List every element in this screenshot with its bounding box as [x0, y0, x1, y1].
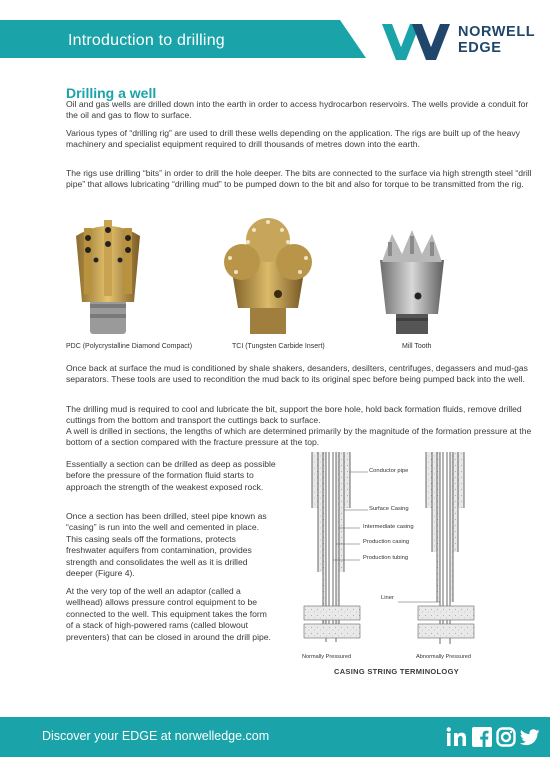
- mill-tooth-caption: Mill Tooth: [402, 343, 432, 350]
- label-conductor-pipe: Conductor pipe: [369, 468, 409, 474]
- paragraph-sections: A well is drilled in sections, the lengths of which are determined primarily by the magnitude of the formation pressure at the bottom of a section compared with the fracture pressure at the top.: [66, 426, 532, 448]
- paragraph-bits: The rigs use drilling “bits” in order to drill the hole deeper. The bits are connected to the surface via high strength steel “drill pipe” that allows lubricating “drilling mud” to be pumped down to the bit and also for torque to be transmitted from the rig.: [66, 168, 532, 190]
- tci-bit-image: [218, 210, 318, 336]
- casing-diagram: [298, 452, 538, 682]
- label-intermediate-casing: Intermediate casing: [363, 524, 414, 530]
- linkedin-icon[interactable]: [446, 727, 468, 747]
- label-production-casing: Production casing: [363, 539, 410, 545]
- facebook-icon[interactable]: [472, 727, 492, 747]
- caption-abnormally-pressured: Abnormally Pressured: [416, 654, 472, 660]
- paragraph-rigs: Various types of “drilling rig” are used to drill these wells depending on the application. The rigs are built up of the heavy machinery and specialist equipment required to drill thousands of metres down into the earth.: [66, 128, 520, 150]
- paragraph-mud-purpose: The drilling mud is required to cool and lubricate the bit, support the bore hole, hold back formation fluids, remove drilled cuttings from the bottom and transport the cuttings back to surface.: [66, 404, 522, 426]
- tci-caption: TCI (Tungsten Carbide Insert): [232, 343, 325, 350]
- logo-text-edge: EDGE: [458, 40, 502, 56]
- twitter-icon[interactable]: [520, 727, 540, 747]
- section-heading: Drilling a well: [66, 85, 157, 101]
- pdc-caption: PDC (Polycrystalline Diamond Compact): [66, 343, 193, 350]
- mill-tooth-bit-image: [372, 224, 452, 336]
- footer-link[interactable]: Discover your EDGE at norwelledge.com: [42, 729, 270, 743]
- label-production-tubing: Production tubing: [363, 555, 409, 561]
- page-title: Introduction to drilling: [68, 32, 225, 49]
- paragraph-casing: Once a section has been drilled, steel pipe known as “casing” is run into the well and cemented in place. This casing seals off the formations, protects freshwater aquifers from contamination, provides strength and consolidates the well as it is drilled deeper (Figure 4).: [66, 511, 267, 579]
- caption-normally-pressured: Normally Pressured: [302, 654, 352, 660]
- label-surface-casing: Surface Casing: [369, 506, 409, 512]
- pdc-bit-image: [68, 214, 148, 336]
- paragraph-mud-conditioning: Once back at surface the mud is conditioned by shale shakers, desanders, desilters, centrifuges, degassers and mud-gas separators. These tools are used to recondition the mud back to its original spec before being pumped back into the well.: [66, 363, 528, 385]
- instagram-icon[interactable]: [496, 727, 516, 747]
- paragraph-intro: Oil and gas wells are drilled down into the earth in order to access hydrocarbon reservoirs. The wells provide a conduit for the oil and gas to flow to surface.: [66, 99, 529, 121]
- logo-text-norwell: NORWELL: [458, 24, 536, 40]
- paragraph-wellhead: At the very top of the well an adaptor (called a wellhead) allows pressure control equipment to be connected to the well. This equipment takes the form of a stack of high-powered rams (called blowout preventers) that can be closed in around the drill pipe.: [66, 586, 271, 642]
- label-liner: Liner: [381, 595, 394, 601]
- paragraph-section-depth: Essentially a section can be drilled as deep as possible before the pressure of the formation fluid starts to approach the strength of the weakest exposed rock.: [66, 459, 276, 492]
- diagram-title: CASING STRING TERMINOLOGY: [334, 667, 460, 676]
